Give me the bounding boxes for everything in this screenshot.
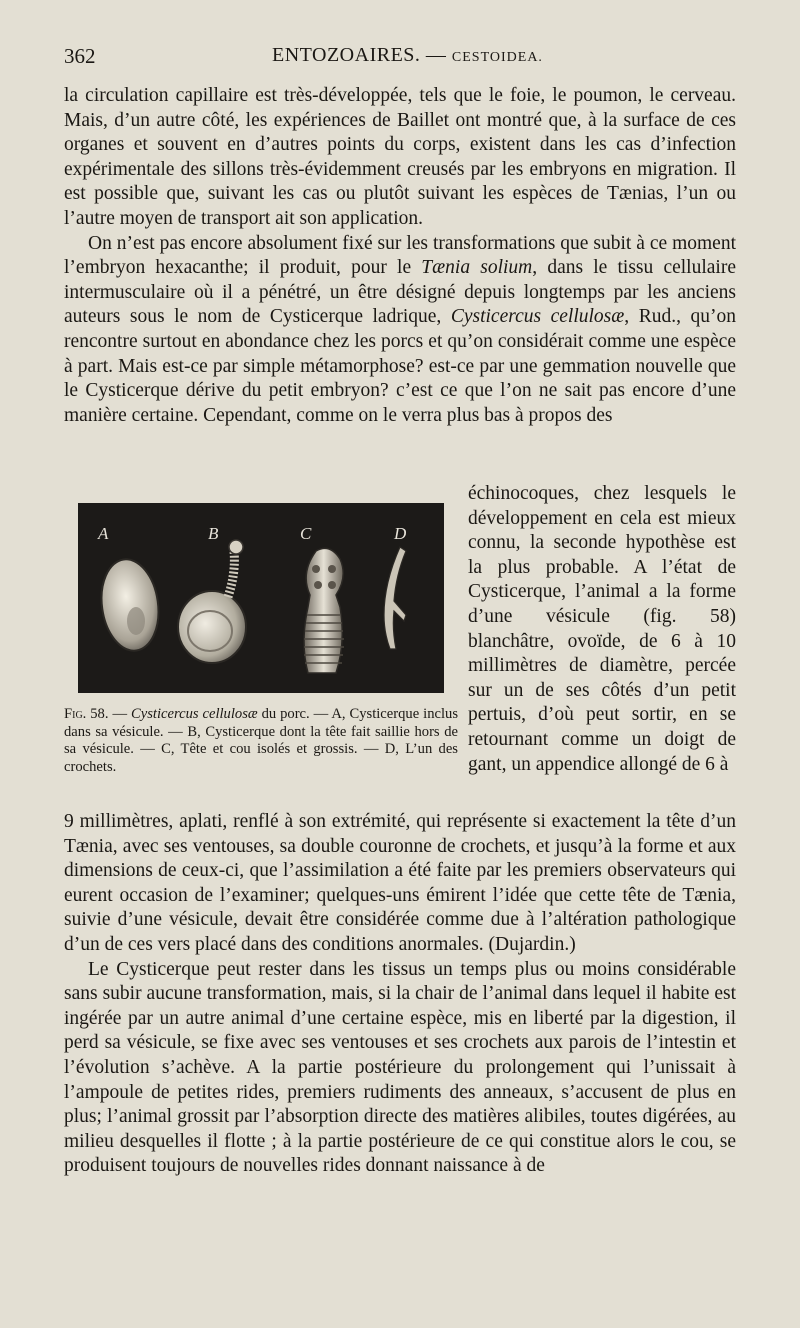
text-block-top — [64, 84, 736, 428]
text-block-bottom — [64, 810, 736, 1179]
running-title-section: CESTOIDEA. — [451, 50, 543, 65]
caption-dash: — — [108, 706, 131, 722]
cysticercus-term: Cysticercus cellulosæ — [450, 306, 625, 328]
figure-caption — [64, 706, 458, 776]
caption-figure-number: Fig. 58. — [64, 706, 109, 722]
page-number: 362 — [64, 44, 96, 68]
page-header — [64, 44, 736, 74]
running-title — [272, 44, 543, 67]
specimen-c — [304, 548, 344, 673]
paragraph-2-part-2: , dans le tissu cellulaire intermusculaire où il a pénétré, un être désigné depuis longtemps par les anciens auteurs sous le nom de Cysticerque ladrique, — [64, 257, 736, 328]
caption-species: Cysticercus cellulosæ — [131, 706, 258, 722]
cysticercus-engraving — [78, 503, 444, 693]
paragraph-continued: la circulation capillaire est très-développée, tels que le foie, le poumon, le cerveau. Mais, d’un autre côté, les expériences de Baillet ont montré que, à la surface de ces organes et souvent en d’autres points du corps, existent dans les cas d’infection expérimentale des sillons très-évidemment creusés par les embryons en migration. Il est possible que, suivant les cas ou plutôt suivant les espèces de Tænias, l’un ou l’autre moyen de transport ait son application. — [64, 85, 736, 229]
paragraph-transformations — [64, 232, 736, 429]
running-title-main: ENTOZOAIRES. — — [272, 44, 452, 66]
figure-label-c: C — [300, 524, 312, 543]
figure-label-a: A — [98, 524, 109, 543]
paragraph-2-part-3: , Rud., qu’on rencontre surtout en abondance chez les porcs et qu’on considérait comme une espèce à part. Mais est-ce par simple métamorphose? est-ce par une gemmation nouvelle que le Cysticerque dérive du petit embryon? c’est ce que l’on ne sait pas encore d’une manière certaine. Cependant, comme on le verra plus bas à propos des — [64, 306, 736, 426]
taenia-solium-term: Tænia solium — [421, 257, 533, 279]
figure-label-b: B — [208, 524, 219, 543]
text-column-beside-figure: échinocoques, chez lesquels le développement en cela est mieux connu, la seconde hypothèse est la plus probable. A l’état de Cysticerque, l’animal a la forme d’une vésicule (fig. 58) blanchâtre, ovoïde, de 6 à 10 millimètres de diamètre, percée sur un de ses côtés d’un petit pertuis, d’où peut sortir, en se retournant comme un doigt de gant, un appendice allongé de 6 à — [468, 483, 736, 775]
figure-58-illustration — [78, 503, 444, 693]
caption-text: du porc. — A, Cysticerque inclus dans sa vésicule. — B, Cysticerque dont la tête fait saillie hors de sa vésicule. — C, Tête et cou isolés et grossis. — D, L’un des crochets. — [64, 706, 459, 775]
paragraph-cysticerque-evolution: Le Cysticerque peut rester dans les tissus un temps plus ou moins considérable sans subir aucune transformation, mais, si la chair de l’animal dans lequel il habite est ingérée par un autre animal d’une certaine espèce, mis en liberté par la digestion, il perd sa vésicule, se fixe avec ses ventouses et ses crochets aux parois de l’intestin et l’évolution s’achève. A la partie postérieure du prolongement qui l’unissait à l’ampoule de petites rides, premiers rudiments des anneaux, s’accusent de plus en plus; l’animal grossit par l’absorption directe des matières alibiles, toutes digérées, au milieu desquelles il flotte ; à la partie postérieure de ce qui constitue alors le cou, se produisent toujours de nouvelles rides donnant naissance à de — [64, 958, 736, 1177]
paragraph-tete-taenia: 9 millimètres, aplati, renflé à son extrémité, qui représente si exactement la tête d’un Tænia, avec ses ventouses, sa double couronne de crochets, et jusqu’à la forme et aux dimensions de ceux-ci, que l’assimilation a été faite par les premiers observateurs qui eurent occasion de l’examiner; quelques-uns émirent l’idée que cette tête de Tænia, suivie d’une vésicule, devait être considérée comme due à l’altération pathologique d’un de ces vers placé dans des conditions anormales. (Dujardin.) — [64, 811, 736, 955]
figure-label-d: D — [394, 524, 407, 543]
paragraph-2-part-1: On n’est pas encore absolument fixé sur les transformations que subit à ce moment l’embryon hexacanthe; il produit, pour le — [64, 232, 736, 279]
